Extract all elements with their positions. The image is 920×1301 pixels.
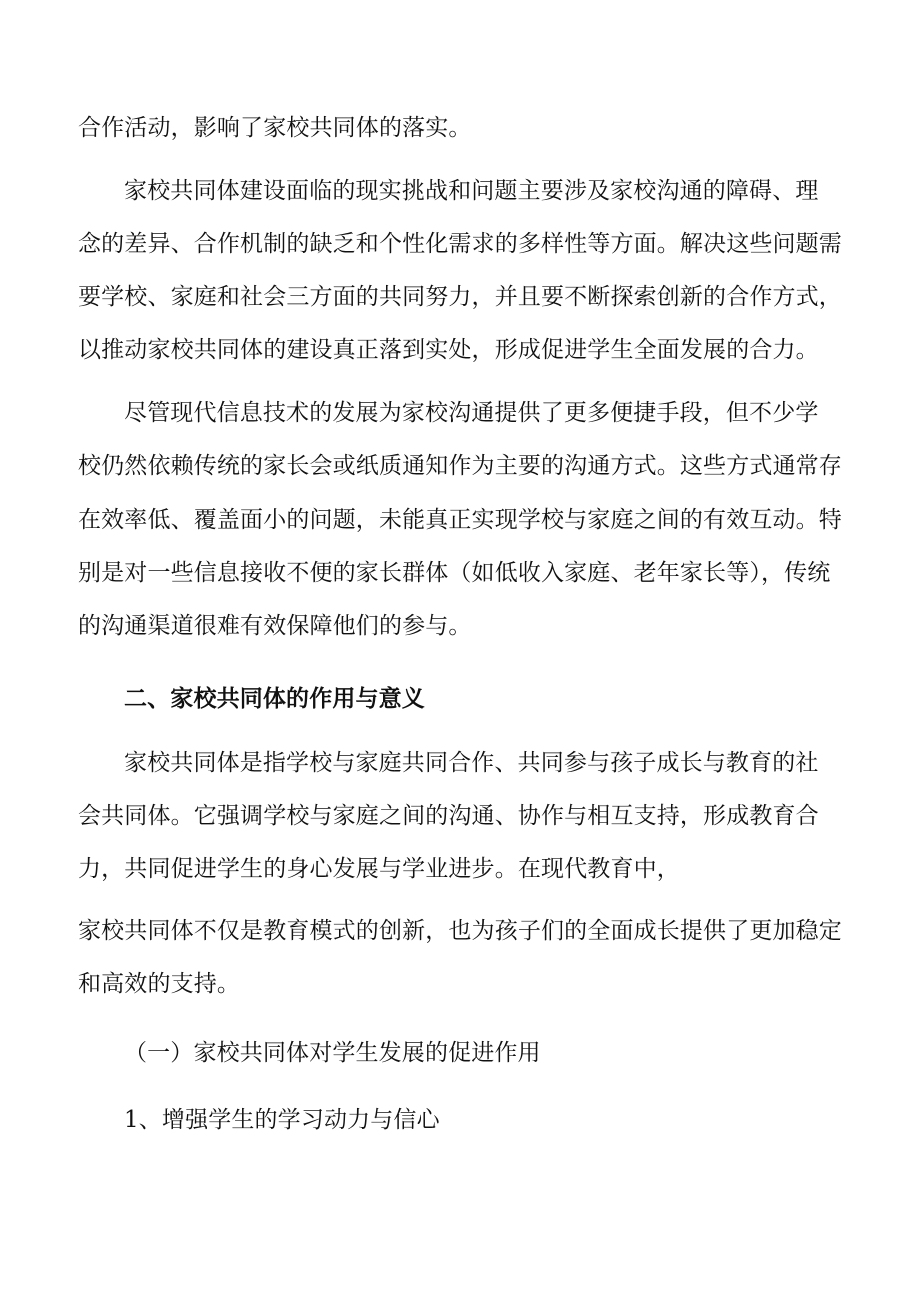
- paragraph-line: 别是对一些信息接收不便的家长群体（如低收入家庭、老年家长等），传统: [78, 560, 831, 586]
- paragraph-line: 合作活动，影响了家校共同体的落实。: [78, 115, 472, 141]
- paragraph-line: 家校共同体建设面临的现实挑战和问题主要涉及家校沟通的障碍、理: [124, 178, 819, 204]
- paragraph-line: 和高效的支持。: [78, 971, 241, 997]
- paragraph-line: 力，共同促进学生的身心发展与学业进步。在现代教育中，: [78, 856, 680, 882]
- section-heading: 二、家校共同体的作用与意义: [124, 685, 425, 712]
- subsection-heading: （一）家校共同体对学生发展的促进作用: [124, 1040, 541, 1066]
- paragraph-line: 念的差异、合作机制的缺乏和个性化需求的多样性等方面。解决这些问题需: [78, 231, 842, 257]
- paragraph-line: 校仍然依赖传统的家长会或纸质通知作为主要的沟通方式。这些方式通常存: [78, 453, 842, 479]
- paragraph-line: 要学校、家庭和社会三方面的共同努力，并且要不断探索创新的合作方式，: [78, 284, 842, 310]
- paragraph-line: 家校共同体不仅是教育模式的创新，也为孩子们的全面成长提供了更加稳定: [78, 918, 842, 944]
- paragraph-line: 尽管现代信息技术的发展为家校沟通提供了更多便捷手段，但不少学: [124, 400, 819, 426]
- paragraph-line: 以推动家校共同体的建设真正落到实处，形成促进学生全面发展的合力。: [78, 337, 819, 363]
- paragraph-line: 会共同体。它强调学校与家庭之间的沟通、协作与相互支持，形成教育合: [78, 803, 819, 829]
- paragraph-line: 家校共同体是指学校与家庭共同合作、共同参与孩子成长与教育的社: [124, 750, 819, 776]
- paragraph-line: 的沟通渠道很难有效保障他们的参与。: [78, 613, 472, 639]
- item-heading: 1、增强学生的学习动力与信心: [124, 1107, 440, 1133]
- paragraph-line: 在效率低、覆盖面小的问题，未能真正实现学校与家庭之间的有效互动。特: [78, 507, 842, 533]
